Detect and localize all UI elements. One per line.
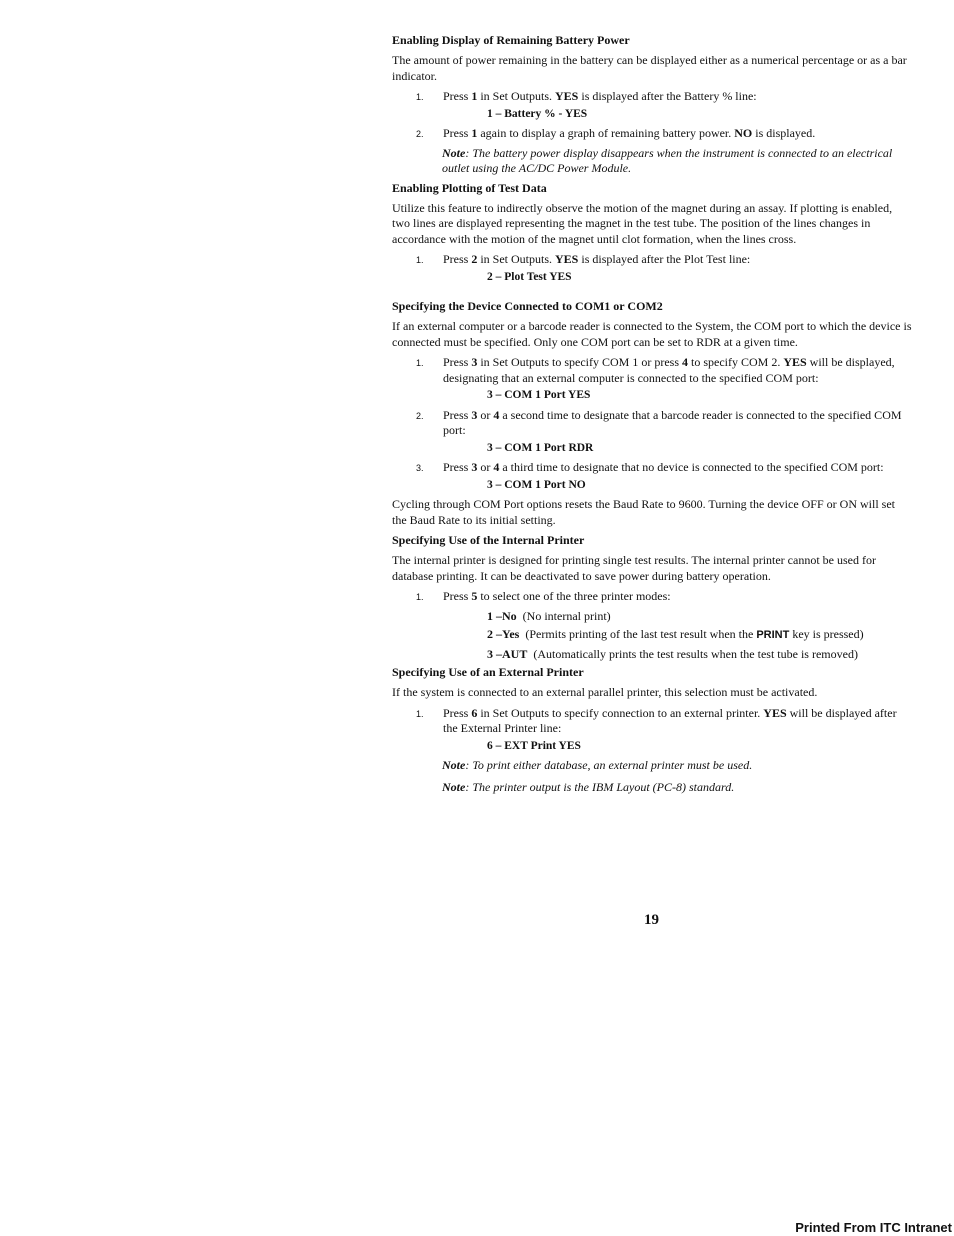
key-label: 3 — [471, 460, 478, 474]
step-item — [392, 355, 912, 404]
display-readout: 3 – COM 1 Port YES — [487, 389, 591, 401]
note-text: : The battery power display disappears when the instrument is connected to an electrical outlet using the AC/DC Power Module. — [442, 145, 893, 175]
key-label: 5 — [471, 589, 478, 603]
step-item — [392, 408, 912, 457]
mode-code: 1 –No — [487, 608, 517, 623]
step-text: is displayed. — [752, 126, 816, 140]
step-number: 3. — [416, 463, 424, 473]
step-text: is displayed after the Battery % line: — [578, 89, 757, 103]
step-number: 2. — [416, 410, 424, 421]
step-text: in Set Outputs to specify COM 1 or press — [477, 355, 682, 369]
mode-code: 2 –Yes — [487, 627, 520, 641]
step-text: Press — [443, 407, 472, 422]
key-label: YES — [763, 705, 787, 720]
key-label: 3 — [471, 407, 478, 422]
note-text: : The printer output is the IBM Layout (PC-8) standard. — [465, 779, 735, 794]
step-text: a second time to designate that a barcode reader is connected to the specified COM port: — [443, 407, 902, 437]
key-label: YES — [555, 252, 579, 266]
step-text: in Set Outputs. — [477, 252, 556, 266]
display-readout: 3 – COM 1 Port NO — [487, 478, 586, 491]
section-outro: Cycling through COM Port options resets the Baud Rate to 9600. Turning the device OFF or ON will set the Baud Rate to its initial setting. — [392, 497, 895, 527]
key-label: 4 — [493, 407, 500, 422]
key-label: YES — [783, 355, 807, 369]
key-label: 2 — [471, 252, 478, 266]
step-text: Press — [443, 126, 472, 140]
display-readout: 1 – Battery % - YES — [487, 107, 588, 120]
step-item — [392, 252, 912, 285]
key-label: 4 — [682, 355, 688, 369]
step-item — [392, 89, 912, 122]
key-label: 1 — [471, 126, 478, 140]
note-label: Note — [442, 779, 466, 794]
section-heading-com-port: Specifying the Device Connected to COM1 or COM2 — [392, 299, 663, 313]
step-item — [392, 589, 912, 605]
section-heading-plotting: Enabling Plotting of Test Data — [392, 180, 547, 195]
step-text: is displayed after the Plot Test line: — [578, 252, 751, 266]
note-label: Note — [442, 145, 466, 160]
key-label: YES — [555, 89, 579, 103]
step-text: will be displayed, designating that an external computer is connected to the specified COM port: — [443, 355, 895, 385]
section-heading-internal-printer: Specifying Use of the Internal Printer — [392, 533, 585, 547]
key-label: NO — [734, 126, 753, 140]
step-text: or — [477, 407, 494, 422]
note-text: : To print either database, an external printer must be used. — [465, 758, 753, 772]
mode-code: 3 –AUT — [487, 646, 528, 661]
step-item — [392, 126, 912, 142]
step-text: in Set Outputs to specify connection to an external printer. — [477, 705, 764, 720]
step-text: Press — [443, 460, 472, 474]
step-number: 1. — [416, 592, 424, 602]
mode-desc: key is pressed) — [789, 627, 864, 641]
step-text: Press — [443, 589, 472, 603]
footer-text: Printed From ITC Intranet — [795, 1220, 952, 1235]
section-intro: If the system is connected to an external parallel printer, this selection must be activated. — [392, 685, 818, 699]
step-text: will be displayed after the External Printer line: — [443, 705, 897, 735]
step-item — [392, 706, 912, 755]
step-number: 1. — [416, 255, 424, 265]
display-readout: 2 – Plot Test YES — [487, 270, 572, 283]
step-text: to specify COM 2. — [688, 355, 784, 369]
note — [442, 780, 912, 796]
mode-desc: (Permits printing of the last test result when the — [525, 627, 757, 641]
note — [442, 758, 912, 774]
section-intro: The internal printer is designed for printing single test results. The internal printer cannot be used for database printing. It can be deactivated to save power during battery operation. — [392, 553, 876, 583]
display-readout: 6 – EXT Print YES — [487, 739, 581, 752]
section-heading-external-printer: Specifying Use of an External Printer — [392, 665, 584, 679]
document-body — [392, 33, 912, 799]
step-text: Press — [443, 252, 472, 266]
printer-mode — [487, 627, 912, 644]
step-number: 1. — [416, 358, 424, 368]
printer-mode — [487, 609, 912, 625]
step-number: 2. — [416, 129, 424, 139]
step-text: Press — [443, 355, 472, 369]
mode-desc: (No internal print) — [522, 608, 611, 623]
section-intro: The amount of power remaining in the battery can be displayed either as a numerical percentage or as a bar indicator. — [392, 53, 907, 83]
step-number: 1. — [416, 92, 424, 102]
mode-desc: (Automatically prints the test results when the test tube is removed) — [533, 646, 858, 661]
key-label: 4 — [493, 460, 500, 474]
printer-mode — [487, 647, 912, 663]
key-label: 6 — [471, 705, 478, 720]
step-number: 1. — [416, 708, 424, 719]
section-intro: If an external computer or a barcode reader is connected to the System, the COM port to which the device is connected must be specified. Only one COM port can be set to RDR at a given time. — [392, 319, 912, 349]
step-text: a third time to designate that no device is connected to the specified COM port: — [499, 460, 884, 474]
step-text: to select one of the three printer modes: — [477, 589, 671, 603]
step-text: Press — [443, 89, 472, 103]
section-intro: Utilize this feature to indirectly observe the motion of the magnet during an assay. If plotting is enabled, two lines are displayed representing the magnet in the test tube. The position of the lines changes in accordance with the motion of the magnet until clot formation, when the lines cross. — [392, 200, 893, 246]
section-heading-battery: Enabling Display of Remaining Battery Power — [392, 33, 630, 47]
display-readout: 3 – COM 1 Port RDR — [487, 441, 594, 454]
note-label: Note — [442, 758, 466, 772]
step-text: in Set Outputs. — [477, 89, 556, 103]
step-text: Press — [443, 705, 472, 720]
note — [442, 146, 912, 177]
key-label: 3 — [471, 355, 478, 369]
step-text: or — [477, 460, 494, 474]
page-number: 19 — [644, 912, 659, 928]
key-label: 1 — [471, 89, 478, 103]
key-label: PRINT — [756, 629, 790, 641]
step-text: again to display a graph of remaining battery power. — [477, 126, 735, 140]
step-item — [392, 460, 912, 493]
